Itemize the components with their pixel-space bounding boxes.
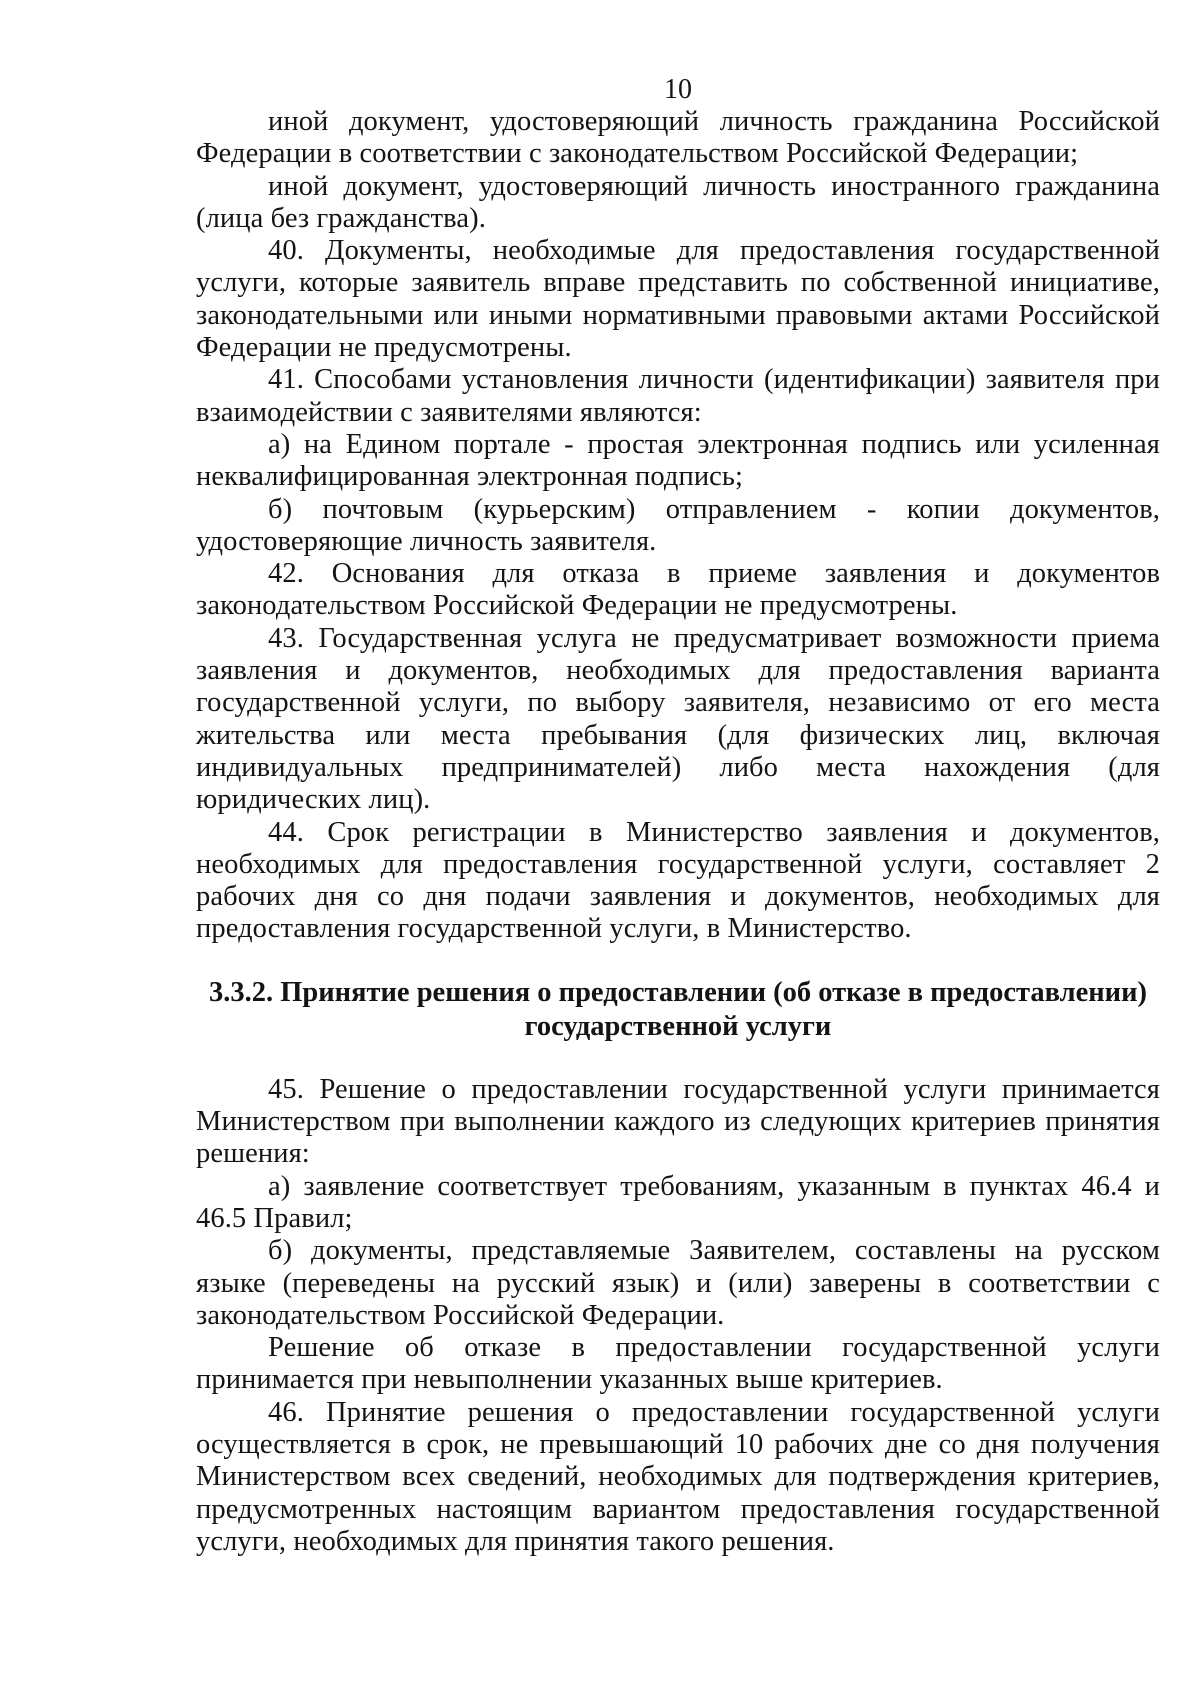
paragraph-40: 40. Документы, необходимые для предоставления государственной услуги, которые заявитель вправе представить по собственной инициативе, законодательными или иными нормативными правовыми актами Российской Федерации не предусмотрены. [196, 235, 1160, 364]
paragraph-46: 46. Принятие решения о предоставлении государственной услуги осуществляется в срок, не превышающий 10 рабочих дне со дня получения Министерством всех сведений, необходимых для подтверждения критериев, предусмотренных настоящим вариантом предоставления государственной услуги, необходимых для принятия такого решения. [196, 1396, 1160, 1557]
paragraph-41-b: б) почтовым (курьерским) отправлением - копии документов, удостоверяющие личность заявителя. [196, 493, 1160, 557]
paragraph-44: 44. Срок регистрации в Министерство заявления и документов, необходимых для предоставления государственной услуги, составляет 2 рабочих дня со дня подачи заявления и документов, необходимых для предоставления государственной услуги, в Министерство. [196, 816, 1160, 945]
paragraph-41: 41. Способами установления личности (идентификации) заявителя при взаимодействии с заявителями являются: [196, 364, 1160, 428]
document-page [196, 74, 1160, 1558]
section-heading-line-1: 3.3.2. Принятие решения о предоставлении (об отказе в предоставлении) [208, 976, 1148, 1008]
paragraph-45-b: б) документы, представляемые Заявителем, составлены на русском языке (переведены на русский язык) и (или) заверены в соответствии с законодательством Российской Федерации. [196, 1235, 1160, 1331]
paragraph-42: 42. Основания для отказа в приеме заявления и документов законодательством Российской Федерации не предусмотрены. [196, 558, 1160, 622]
section-heading-line-2: государственной услуги [524, 1010, 832, 1042]
paragraph-43: 43. Государственная услуга не предусматривает возможности приема заявления и документов, необходимых для предоставления варианта государственной услуги, по выбору заявителя, независимо от его места жительства или места пребывания (для физических лиц, включая индивидуальных предпринимателей) либо места нахождения (для юридических лиц). [196, 622, 1160, 816]
paragraph-refusal-decision: Решение об отказе в предоставлении государственной услуги принимается при невыполнении указанных выше критериев. [196, 1332, 1160, 1396]
paragraph-identity-doc-foreigner: иной документ, удостоверяющий личность иностранного гражданина (лица без гражданства). [196, 170, 1160, 234]
page-number: 10 [664, 74, 692, 105]
paragraph-41-a: а) на Едином портале - простая электронная подпись или усиленная неквалифицированная электронная подпись; [196, 428, 1160, 493]
paragraph-45: 45. Решение о предоставлении государственной услуги принимается Министерством при выполнении каждого из следующих критериев принятия решения: [196, 1073, 1160, 1170]
section-heading [196, 976, 1160, 1044]
paragraph-45-a: а) заявление соответствует требованиям, указанным в пунктах 46.4 и 46.5 Правил; [196, 1170, 1160, 1234]
paragraph-identity-doc-citizen: иной документ, удостоверяющий личность гражданина Российской Федерации в соответствии с законодательством Российской Федерации; [196, 106, 1160, 170]
